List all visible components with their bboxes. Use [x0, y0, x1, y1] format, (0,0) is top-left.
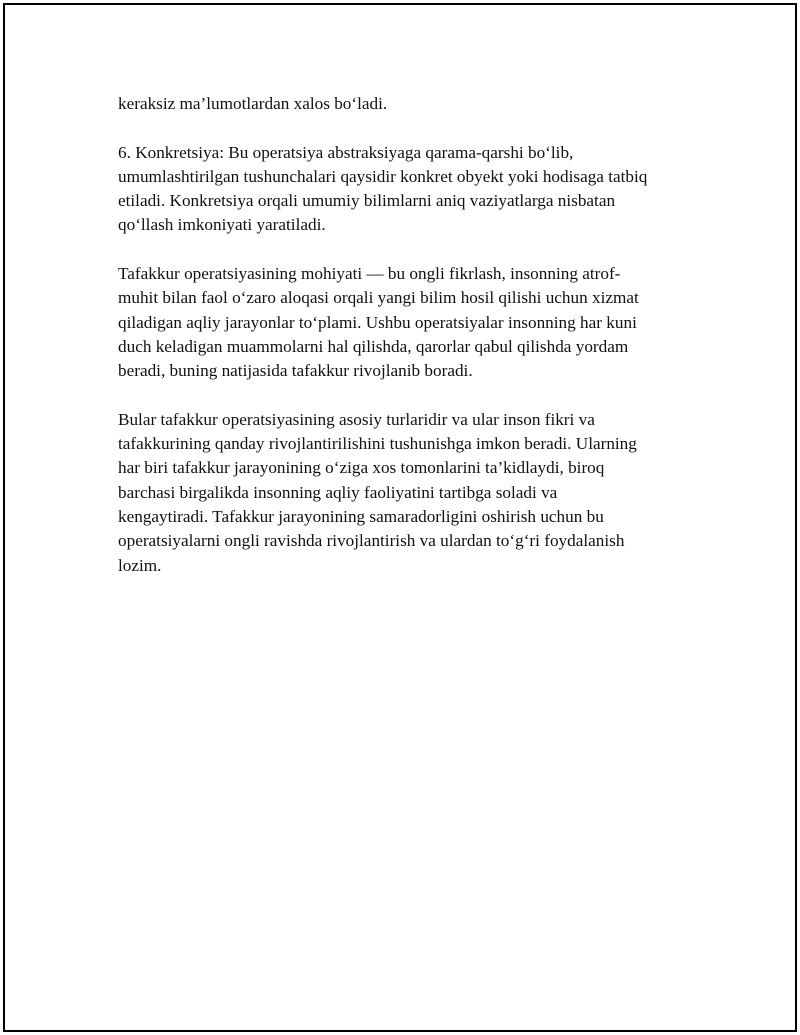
paragraph-mohiyati: Tafakkur operatsiyasining mohiyati — bu ongli fikrlash, insonning atrof- muhit bilan faol o‘zaro aloqasi orqali yangi bilim hosil qilishi uchun xizmat qiladigan aqliy jarayonlar to‘plami. Ushbu operatsiyalar insonning har kuni duch keladigan muammolarni hal qilishda, qarorlar qabul qilishda yordam beradi, buning natijasida tafakkur rivojlanib boradi.	[118, 264, 639, 381]
paragraph-konkretsiya: 6. Konkretsiya: Bu operatsiya abstraksiyaga qarama-qarshi bo‘lib, umumlashtirilgan tushunchalari qaysidir konkret obyekt yoki hodisaga tatbiq etiladi. Konkretsiya orqali umumiy bilimlarni aniq vaziyatlarga nisbatan qo‘llash imkoniyati yaratiladi.	[118, 142, 648, 235]
paragraph-conclusion: Bular tafakkur operatsiyasining asosiy turlaridir va ular inson fikri va tafakkurining qanday rivojlantirilishini tushunishga imkon beradi. Ularning har biri tafakkur jarayonining o‘ziga xos tomonlarini ta’kidlaydi, biroq barchasi birgalikda insonning aqliy faoliyatini tartibga soladi va kengaytiradi. Tafakkur jarayonining samaradorligini oshirish uchun bu operatsiyalarni ongli ravishda rivojlantirish va ulardan to‘g‘ri foydalanish lozim.	[118, 409, 637, 575]
document-body	[118, 92, 693, 602]
paragraph-continuation: keraksiz ma’lumotlardan xalos bo‘ladi.	[118, 94, 388, 113]
